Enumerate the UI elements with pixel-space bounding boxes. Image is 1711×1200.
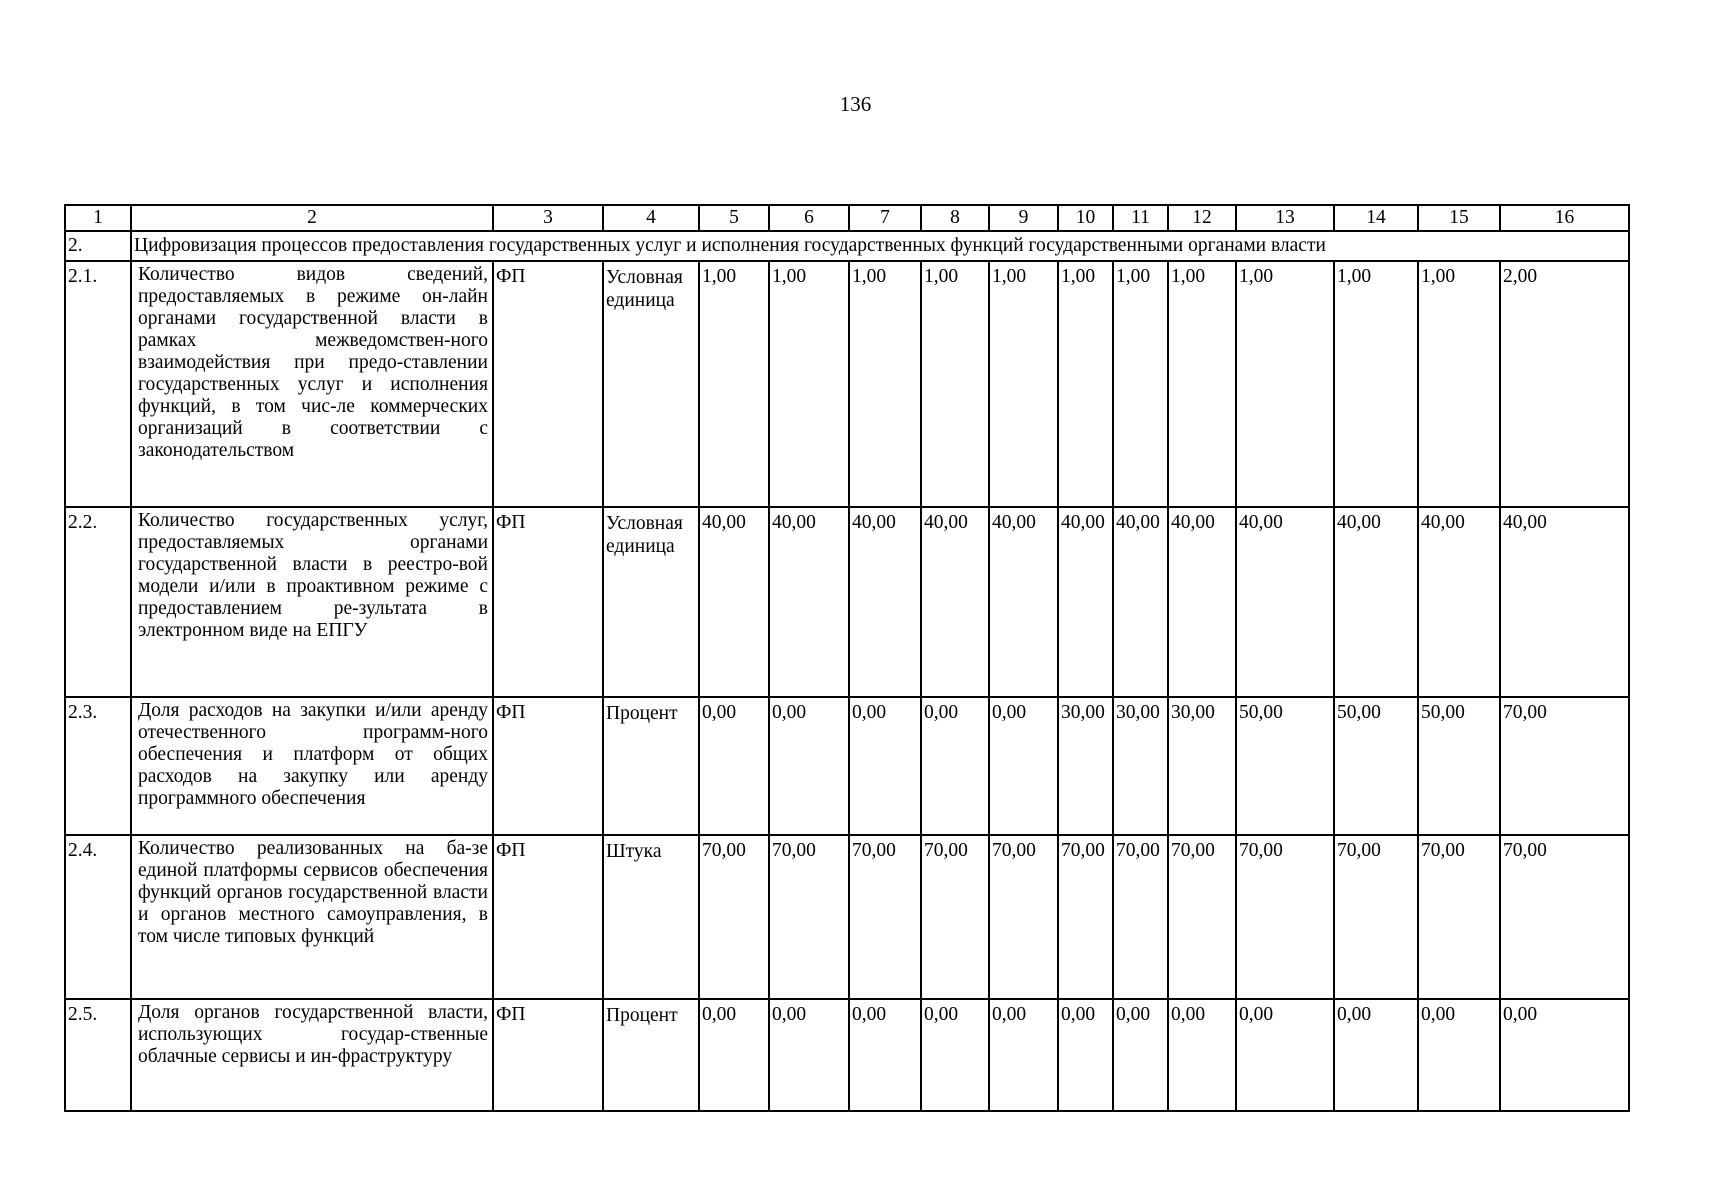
col-header: 5 xyxy=(699,205,769,231)
row-value: 70,00 xyxy=(1500,835,1629,999)
row-value: 70,00 xyxy=(1418,835,1500,999)
row-value: 1,00 xyxy=(1236,261,1334,507)
row-value: 40,00 xyxy=(769,507,849,697)
row-value: 0,00 xyxy=(849,999,921,1111)
row-value: 1,00 xyxy=(769,261,849,507)
table-row xyxy=(65,999,1629,1111)
table-row xyxy=(65,261,1629,507)
col-header: 6 xyxy=(769,205,849,231)
row-value: 40,00 xyxy=(1334,507,1418,697)
col-header: 15 xyxy=(1418,205,1500,231)
row-value: 50,00 xyxy=(1236,697,1334,835)
row-value: 0,00 xyxy=(699,697,769,835)
row-value: 70,00 xyxy=(921,835,989,999)
row-code: 2.2. xyxy=(65,507,131,697)
row-value: 70,00 xyxy=(1058,835,1113,999)
row-unit: Штука xyxy=(603,835,699,999)
col-header: 9 xyxy=(989,205,1058,231)
row-value: 40,00 xyxy=(1058,507,1113,697)
row-source: ФП xyxy=(493,507,603,697)
row-value: 30,00 xyxy=(1113,697,1168,835)
row-value: 70,00 xyxy=(989,835,1058,999)
row-description: Количество реализованных на ба-зе единой платформы сервисов обеспечения функций органов государственной власти и органов местного самоуправления, в том числе типовых функций xyxy=(131,835,493,999)
indicators-table xyxy=(64,204,1630,1112)
row-value: 1,00 xyxy=(1058,261,1113,507)
row-value: 0,00 xyxy=(989,999,1058,1111)
row-value: 1,00 xyxy=(921,261,989,507)
row-source: ФП xyxy=(493,999,603,1111)
row-value: 70,00 xyxy=(849,835,921,999)
row-value: 0,00 xyxy=(769,999,849,1111)
row-value: 40,00 xyxy=(1418,507,1500,697)
row-value: 70,00 xyxy=(1113,835,1168,999)
row-value: 0,00 xyxy=(769,697,849,835)
row-description: Количество видов сведений, предоставляемых в режиме он-лайн органами государственной власти в рамках межведомствен-ного взаимодействия при предо-ставлении государственных услуг и исполнения функций, в том чис-ле коммерческих организаций в соответствии с законодательством xyxy=(131,261,493,507)
col-header: 4 xyxy=(603,205,699,231)
row-value: 30,00 xyxy=(1058,697,1113,835)
row-value: 50,00 xyxy=(1418,697,1500,835)
section-row xyxy=(65,231,1629,261)
col-header: 13 xyxy=(1236,205,1334,231)
row-code: 2.4. xyxy=(65,835,131,999)
row-source: ФП xyxy=(493,261,603,507)
row-value: 0,00 xyxy=(699,999,769,1111)
row-unit: Процент xyxy=(603,999,699,1111)
table-row xyxy=(65,835,1629,999)
col-header: 10 xyxy=(1058,205,1113,231)
row-description: Доля расходов на закупки и/или аренду отечественного программ-ного обеспечения и платформ от общих расходов на закупку или аренду программного обеспечения xyxy=(131,697,493,835)
row-value: 40,00 xyxy=(989,507,1058,697)
table-row xyxy=(65,697,1629,835)
row-value: 40,00 xyxy=(1168,507,1236,697)
row-unit: Условная единица xyxy=(603,261,699,507)
row-source: ФП xyxy=(493,697,603,835)
row-value: 1,00 xyxy=(1418,261,1500,507)
row-value: 0,00 xyxy=(1236,999,1334,1111)
row-value: 0,00 xyxy=(1500,999,1629,1111)
row-value: 30,00 xyxy=(1168,697,1236,835)
row-value: 1,00 xyxy=(849,261,921,507)
row-value: 0,00 xyxy=(989,697,1058,835)
section-code: 2. xyxy=(65,231,131,261)
row-value: 70,00 xyxy=(699,835,769,999)
section-title: Цифровизация процессов предоставления государственных услуг и исполнения государственных функций государственными органами власти xyxy=(131,231,1629,261)
row-value: 40,00 xyxy=(1500,507,1629,697)
row-value: 1,00 xyxy=(1334,261,1418,507)
row-value: 0,00 xyxy=(1168,999,1236,1111)
col-header: 7 xyxy=(849,205,921,231)
row-value: 0,00 xyxy=(1058,999,1113,1111)
row-value: 0,00 xyxy=(849,697,921,835)
col-header: 2 xyxy=(131,205,493,231)
row-value: 0,00 xyxy=(1113,999,1168,1111)
row-value: 1,00 xyxy=(989,261,1058,507)
row-value: 2,00 xyxy=(1500,261,1629,507)
row-unit: Условная единица xyxy=(603,507,699,697)
page-number: 136 xyxy=(839,92,872,116)
header-row xyxy=(65,205,1629,231)
row-value: 70,00 xyxy=(769,835,849,999)
row-source: ФП xyxy=(493,835,603,999)
row-value: 0,00 xyxy=(1418,999,1500,1111)
row-code: 2.1. xyxy=(65,261,131,507)
table-row xyxy=(65,507,1629,697)
row-value: 70,00 xyxy=(1236,835,1334,999)
row-description: Доля органов государственной власти, использующих государ-ственные облачные сервисы и ин-фраструктуру xyxy=(131,999,493,1111)
row-value: 1,00 xyxy=(699,261,769,507)
col-header: 12 xyxy=(1168,205,1236,231)
row-value: 70,00 xyxy=(1334,835,1418,999)
row-value: 50,00 xyxy=(1334,697,1418,835)
col-header: 11 xyxy=(1113,205,1168,231)
col-header: 14 xyxy=(1334,205,1418,231)
row-unit: Процент xyxy=(603,697,699,835)
row-value: 40,00 xyxy=(849,507,921,697)
row-value: 40,00 xyxy=(1113,507,1168,697)
row-value: 70,00 xyxy=(1500,697,1629,835)
row-value: 40,00 xyxy=(1236,507,1334,697)
row-description: Количество государственных услуг, предоставляемых органами государственной власти в реестро-вой модели и/или в проактивном режиме с предоставлением ре-зультата в электронном виде на ЕПГУ xyxy=(131,507,493,697)
col-header: 16 xyxy=(1500,205,1629,231)
row-value: 0,00 xyxy=(921,697,989,835)
row-value: 40,00 xyxy=(699,507,769,697)
row-code: 2.3. xyxy=(65,697,131,835)
row-value: 40,00 xyxy=(921,507,989,697)
col-header: 8 xyxy=(921,205,989,231)
col-header: 1 xyxy=(65,205,131,231)
row-value: 0,00 xyxy=(1334,999,1418,1111)
col-header: 3 xyxy=(493,205,603,231)
row-value: 70,00 xyxy=(1168,835,1236,999)
row-value: 1,00 xyxy=(1113,261,1168,507)
row-value: 0,00 xyxy=(921,999,989,1111)
row-value: 1,00 xyxy=(1168,261,1236,507)
row-code: 2.5. xyxy=(65,999,131,1111)
